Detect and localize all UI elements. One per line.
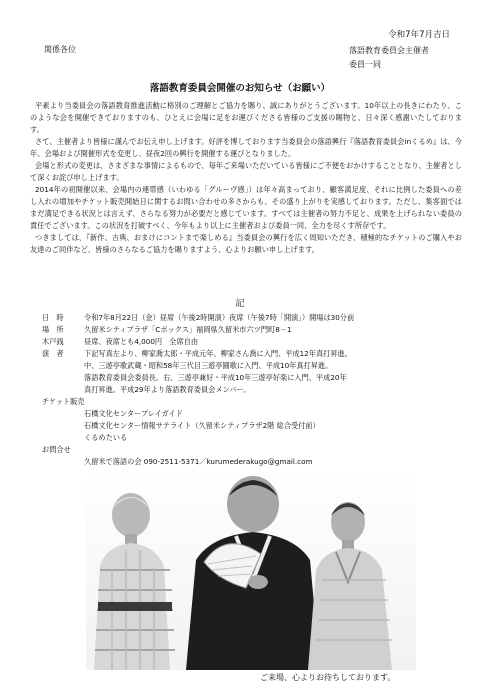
- contact-value: 久留米で落語の会 090-2511-5371／kurumederakugo@gmail.com: [84, 457, 313, 466]
- body-paragraph: つきましては、『新作、古典、おまけにコントまで楽しめる』当委員会の興行を広く周知いただき、積極的なチケットのご購入やお友達のご同伴など、皆様のさらなるご協力を賜りますよう、心よりお願い申し上げます。: [30, 233, 462, 254]
- venue-value: 久留米シティプラザ「Cボックス」福岡県久留米市六ツ門町8－1: [84, 325, 292, 334]
- datetime-value: 令和7年8月22日（金）昼席（午後2時開演）夜席（午後7時「開演」）開場は30分前: [84, 313, 355, 322]
- venue-label: 場 所: [42, 325, 64, 334]
- photo-caption: ご来場、心よりお待ちしております。: [260, 673, 396, 682]
- performers-line: 中、三遊亭歌武蔵・昭和58年三代目三遊亭圓歌に入門、平成10年真打昇進。: [84, 361, 333, 370]
- event-details: [42, 312, 354, 468]
- issue-date: 令和7年7月吉日: [388, 30, 450, 40]
- venue-row: [42, 324, 354, 336]
- price-value: 昼席、夜席とも4,000円 全席自由: [84, 337, 199, 346]
- notice-title: 落語教育委員会開催のお知らせ（お願い）: [149, 83, 331, 94]
- price-label: 木戸銭: [42, 337, 64, 346]
- performers-line: 真打昇進。平成29年より落語教育委員会メンバー。: [84, 385, 251, 394]
- ticket-outlet: 石橋文化センタープレイガイド: [84, 409, 183, 418]
- sender-organizer: 落語教育委員会主催者: [349, 46, 429, 55]
- datetime-row: [42, 312, 354, 324]
- contact-label: お問合せ: [42, 445, 71, 454]
- body-paragraph: 平素より当委員会の落語教育推進活動に格別のご理解とご協力を賜り、誠にありがとうございます。10年以上の長きにわたり、このような会を開催できておりますのも、ひとえに会場に足をお運びくださる皆様のご支援の賜物と、日々深く感謝いたしております。: [30, 101, 462, 134]
- performers-line: 下記写真左より、柳家喬太郎・平成元年、柳家さん喬に入門、平成12年真打昇進。: [84, 349, 352, 358]
- performers-row: [42, 348, 354, 360]
- performers-photo: [86, 470, 416, 670]
- body-paragraph: 2014年の初開催以来、会場内の連帯感（いわゆる「グルーヴ感」）は年々高まっており、顧客満足度、それに比例した委員への差し入れの増加やチケット販売開始日に関するお問い合わせの多さからも、その盛り上がりを実感しております。ただし、集客面ではまだ満足できる状況とは言えず、さらなる努力が必要だと感じています。すべては主催者の努力不足と、成果を上げられない委員の責任でございます。この状況を打破すべく、今年もより以上に主催者および委員一同、全力を尽くす所存です。: [30, 185, 462, 230]
- performers-label: 演 者: [42, 349, 64, 358]
- ticket-outlet: くるめたいる: [84, 433, 128, 442]
- ki-heading: 記: [235, 299, 245, 309]
- datetime-label: 日 時: [42, 313, 64, 322]
- body-paragraph: さて、主催者より皆様に謹んでお伝え申し上げます。好評を博しております当委員会の落語興行『落語教育委員会inくるめ』は、今年、会場および開催形式を変更し、昼夜2回の興行を開催する運びとなりました。: [30, 137, 462, 158]
- ticket-outlet: 石橋文化センター情報サテライト（久留米シティプラザ2階 総合受付前）: [84, 421, 320, 430]
- letter-body: [30, 100, 462, 256]
- price-row: [42, 336, 354, 348]
- sender-members: 委員一同: [349, 60, 381, 69]
- addressee: 関係各位: [44, 45, 76, 54]
- tickets-label: チケット販売: [42, 397, 85, 406]
- sender-block: [349, 44, 429, 72]
- body-paragraph: 会場と形式の変更は、さまざまな事情によるもので、毎年ご来場いただいている皆様にご不便をおかけすることとなり、主催者として深くお詫び申し上げます。: [30, 161, 462, 182]
- performers-line: 落語教育委員会委員長。右、三遊亭兼好・平成10年三遊亭好楽に入門、平成20年: [84, 373, 347, 382]
